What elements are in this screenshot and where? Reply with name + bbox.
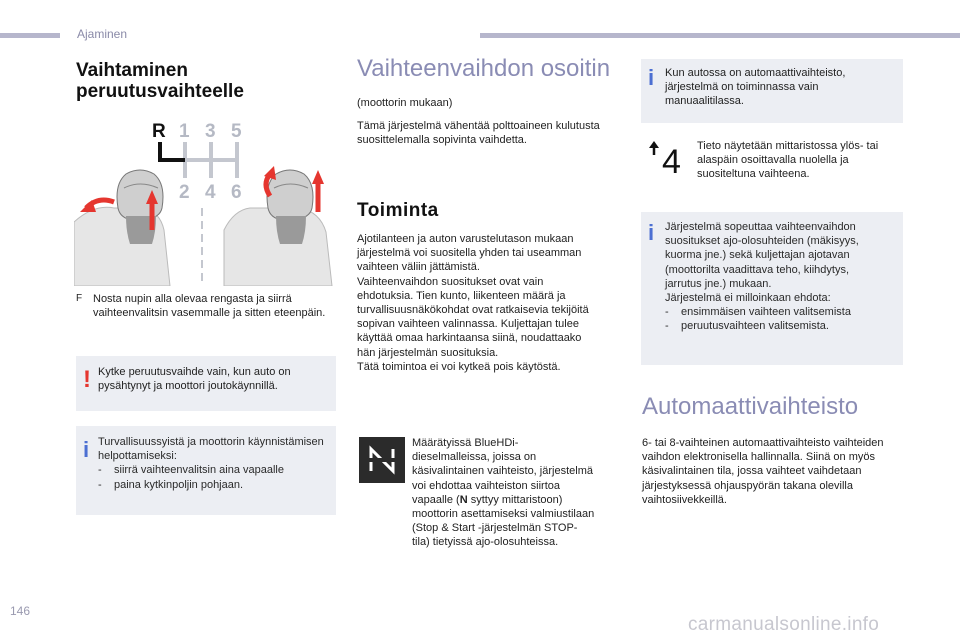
info-box-adaptation bbox=[641, 212, 903, 365]
info-icon: i bbox=[83, 437, 90, 462]
warning-icon: ! bbox=[83, 366, 91, 393]
info-icon: i bbox=[648, 65, 655, 90]
warning-text: Kytke peruutusvaihde vain, kun auto on pysähtynyt ja moottori joutokäynnillä. bbox=[98, 366, 291, 393]
header-bar-left bbox=[0, 33, 60, 38]
gear-knob-left bbox=[74, 170, 170, 286]
bluehdi-note: Määrätyissä BlueHDi- dieselmalleissa, joissa on käsivalintainen vaihteisto, järjestelmä voi ehdottaa vaihteiston siirtoa vapaalle (N syttyy mittaristoon) moottorin asettamiseksi valmiustilaan (Stop & Start -järjestelmän STOP- tila) tietyissä ajo-olosuhteissa. bbox=[412, 437, 595, 549]
info-text-left: Turvallisuussyistä ja moottorin käynnistämisen helpottamiseksi: - siirrä vaihteenvalitsin aina vapaalle - paina kytkinpoljin pohjaan. bbox=[98, 436, 324, 491]
neutral-indicator-icon bbox=[359, 437, 405, 483]
info-box-left bbox=[76, 426, 336, 515]
info-text-automatic: Kun autossa on automaattivaihteisto, järjestelmä on toiminnassa vain manuaalitilassa. bbox=[665, 67, 846, 108]
gear-indicator-display-icon bbox=[648, 141, 688, 175]
gear-label-5: 5 bbox=[231, 121, 242, 142]
gear-label-4: 4 bbox=[205, 182, 216, 203]
gear-label-2: 2 bbox=[179, 182, 190, 203]
gear-label-3: 3 bbox=[205, 121, 216, 142]
left-heading: Vaihtaminen peruutusvaihteelle bbox=[76, 60, 244, 102]
function-body: Ajotilanteen ja auton varustelutason mukaan järjestelmä voi suositella yhden tai useamman vaihteen väliin jättämistä. Vaihteenvaihdon suositukset ovat vain ehdotuksia. Tien kunto, liikenteen määrä ja turvallisuusnäkökohdat ovat ratkaisevia tekijöitä sopivan vaihteen valinnassa. Kuljettajan tulee käyttää omaa harkintaansa siinä, noudattaako hän järjestelmän suosituksia. Tätä toimintoa ei voi kytkeä pois käytöstä. bbox=[357, 233, 589, 373]
display-description: Tieto näytetään mittaristossa ylös- tai alaspäin osoittavalla nuolella ja suositeltuna vaihteena. bbox=[697, 140, 879, 181]
section-title: Ajaminen bbox=[77, 27, 128, 41]
function-heading: Toiminta bbox=[357, 200, 439, 221]
svg-text:4: 4 bbox=[662, 143, 681, 175]
warning-box bbox=[76, 356, 336, 411]
gear-label-r: R bbox=[152, 121, 166, 142]
gear-shift-illustration bbox=[74, 112, 336, 286]
instruction-item: F Nosta nupin alla olevaa rengasta ja siirrä vaihteenvalitsin vasemmalle ja sitten eteenpäin. bbox=[76, 293, 326, 320]
gear-label-6: 6 bbox=[231, 182, 242, 203]
indicator-heading: Vaihteenvaihdon osoitin bbox=[357, 55, 611, 82]
gear-label-1: 1 bbox=[179, 121, 190, 142]
automatic-heading: Automaattivaihteisto bbox=[642, 393, 859, 420]
info-text-adaptation: Järjestelmä sopeuttaa vaihteenvaihdon suositukset ajo-olosuhteiden (mäkisyys, kuorma jne.) sekä kuljettajan ajotavan (moottorilta vaadittava teho, kiihdytys, jarrutus jne.) mukaan. Järjestelmä ei milloinkaan ehdota: - ensimmäisen vaihteen valitsemista - peruutusvaihteen valitsemista. bbox=[665, 221, 859, 333]
info-box-automatic bbox=[641, 59, 903, 123]
indicator-note: (moottorin mukaan) bbox=[357, 97, 453, 109]
bullet-marker: F bbox=[76, 293, 83, 304]
indicator-intro: Tämä järjestelmä vähentää polttoaineen kulutusta suosittelemalla sopivinta vaihdetta. bbox=[357, 120, 600, 147]
header-bar bbox=[480, 33, 960, 38]
automatic-text: 6- tai 8-vaihteinen automaattivaihteisto vaihteiden vaihdon elektronisella hallinnalla. Siinä on myös käsivalintainen tila, jossa vaihteet vaihdetaan järjestyksessä ohjauspyörän takana olevilla vaihtosiivekkeillä. bbox=[642, 437, 884, 506]
watermark: carmanualsonline.info bbox=[688, 614, 880, 635]
page-number: 146 bbox=[10, 604, 31, 618]
info-icon: i bbox=[648, 220, 655, 245]
